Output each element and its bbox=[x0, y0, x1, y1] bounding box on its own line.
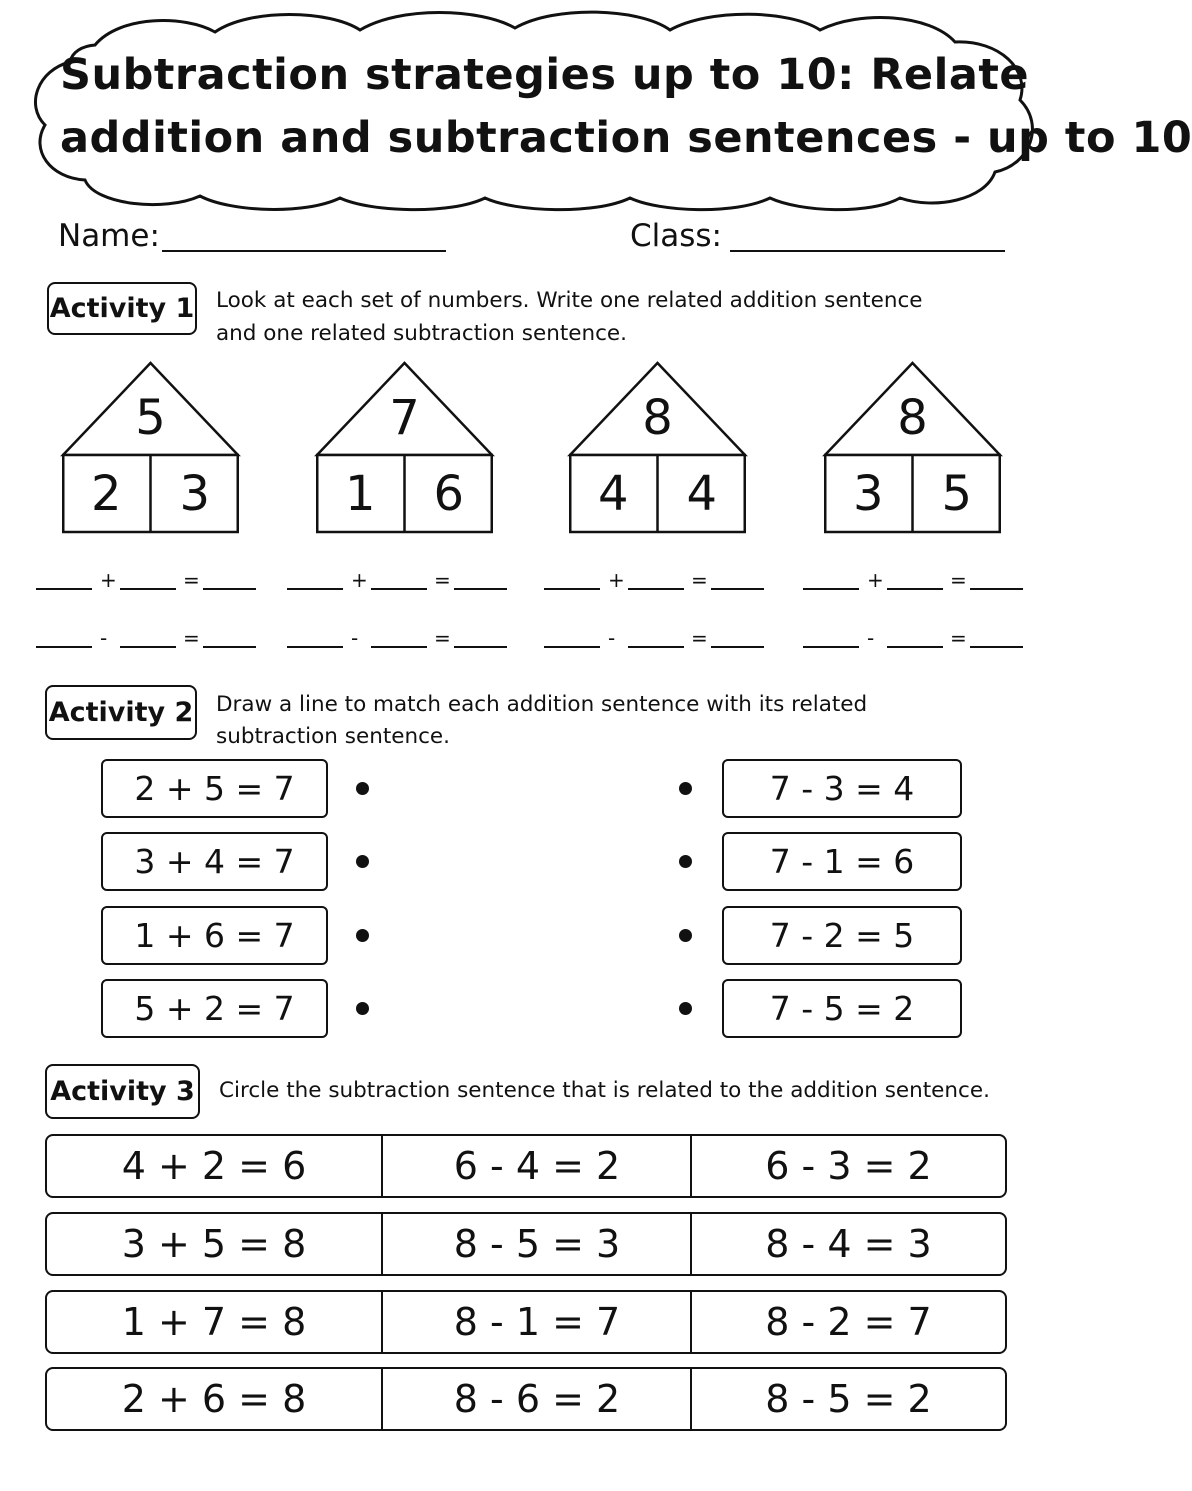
addition-operator-sign: + bbox=[100, 568, 117, 592]
subtraction-option[interactable]: 6 - 4 = 2 bbox=[453, 1144, 621, 1188]
addition-operator-sign: + bbox=[867, 568, 884, 592]
circle-question-row bbox=[45, 1367, 1007, 1431]
subtraction-answer-blank[interactable] bbox=[287, 646, 343, 648]
house-part-right: 3 bbox=[179, 466, 211, 522]
subtraction-option[interactable]: 8 - 4 = 3 bbox=[765, 1222, 932, 1266]
circle-question-row bbox=[45, 1290, 1007, 1354]
house-part-left: 1 bbox=[344, 466, 376, 522]
house-part-right: 6 bbox=[433, 466, 465, 522]
number-house bbox=[569, 362, 746, 534]
activity2-badge: Activity 2 bbox=[45, 685, 197, 740]
addition-sentence: 2 + 6 = 8 bbox=[121, 1377, 307, 1421]
addition-operator-sign: + bbox=[608, 568, 625, 592]
addition-sentence: 4 + 2 = 6 bbox=[121, 1144, 307, 1188]
subtraction-answer-blank[interactable] bbox=[120, 646, 176, 648]
addition-answer-blank[interactable] bbox=[544, 588, 600, 590]
house-part-left: 3 bbox=[852, 466, 884, 522]
worksheet-title-line1: Subtraction strategies up to 10: Relate bbox=[60, 50, 1030, 100]
subtraction-operator-sign: - bbox=[351, 626, 359, 650]
addition-answer-blank[interactable] bbox=[120, 588, 176, 590]
addition-operator-sign: + bbox=[351, 568, 368, 592]
house-part-left: 4 bbox=[597, 466, 629, 522]
worksheet-title-line2: addition and subtraction sentences - up to 10 bbox=[60, 113, 1192, 163]
subtraction-answer-blank[interactable] bbox=[454, 646, 507, 648]
subtraction-sentence-box[interactable]: 7 - 5 = 2 bbox=[722, 979, 962, 1038]
number-house bbox=[316, 362, 493, 534]
activity1-instruction-line2: and one related subtraction sentence. bbox=[216, 321, 627, 346]
subtraction-answer-blank[interactable] bbox=[36, 646, 92, 648]
subtraction-answer-blank[interactable] bbox=[203, 646, 256, 648]
subtraction-answer-blank[interactable] bbox=[628, 646, 684, 648]
house-part-right: 5 bbox=[941, 466, 973, 522]
match-dot-right[interactable] bbox=[679, 929, 692, 942]
name-field[interactable] bbox=[162, 250, 446, 252]
subtraction-operator-sign: - bbox=[608, 626, 616, 650]
addition-sentence-box[interactable]: 2 + 5 = 7 bbox=[101, 759, 328, 818]
class-label: Class: bbox=[630, 218, 723, 254]
activity1-instruction-line1: Look at each set of numbers. Write one related addition sentence bbox=[216, 288, 923, 313]
subtraction-answer-blank[interactable] bbox=[711, 646, 764, 648]
class-field[interactable] bbox=[730, 250, 1005, 252]
house-total-number: 5 bbox=[135, 390, 166, 446]
match-dot-left[interactable] bbox=[356, 1002, 369, 1015]
subtraction-answer-blank[interactable] bbox=[887, 646, 943, 648]
equals-sign: = bbox=[183, 568, 200, 592]
addition-sentence: 1 + 7 = 8 bbox=[121, 1300, 307, 1344]
subtraction-answer-blank[interactable] bbox=[544, 646, 600, 648]
match-dot-left[interactable] bbox=[356, 782, 369, 795]
subtraction-sentence-box[interactable]: 7 - 1 = 6 bbox=[722, 832, 962, 891]
equals-sign: = bbox=[434, 626, 451, 650]
addition-answer-blank[interactable] bbox=[287, 588, 343, 590]
subtraction-option[interactable]: 8 - 5 = 2 bbox=[765, 1377, 932, 1421]
addition-answer-blank[interactable] bbox=[371, 588, 427, 590]
subtraction-answer-blank[interactable] bbox=[371, 646, 427, 648]
name-label: Name: bbox=[58, 218, 160, 254]
addition-answer-blank[interactable] bbox=[803, 588, 859, 590]
match-dot-right[interactable] bbox=[679, 1002, 692, 1015]
match-dot-right[interactable] bbox=[679, 782, 692, 795]
match-dot-right[interactable] bbox=[679, 855, 692, 868]
activity2-instruction-line1: Draw a line to match each addition sentence with its related bbox=[216, 692, 868, 717]
equals-sign: = bbox=[183, 626, 200, 650]
subtraction-sentence-box[interactable]: 7 - 2 = 5 bbox=[722, 906, 962, 965]
subtraction-answer-blank[interactable] bbox=[803, 646, 859, 648]
house-part-right: 4 bbox=[686, 466, 718, 522]
addition-answer-blank[interactable] bbox=[711, 588, 764, 590]
subtraction-option[interactable]: 8 - 1 = 7 bbox=[453, 1300, 621, 1344]
house-part-left: 2 bbox=[90, 466, 122, 522]
addition-sentence-box[interactable]: 5 + 2 = 7 bbox=[101, 979, 328, 1038]
activity2-instruction-line2: subtraction sentence. bbox=[216, 724, 450, 749]
addition-sentence: 3 + 5 = 8 bbox=[121, 1222, 307, 1266]
equals-sign: = bbox=[950, 626, 967, 650]
equals-sign: = bbox=[434, 568, 451, 592]
addition-answer-blank[interactable] bbox=[454, 588, 507, 590]
addition-sentence-box[interactable]: 1 + 6 = 7 bbox=[101, 906, 328, 965]
subtraction-sentence-box[interactable]: 7 - 3 = 4 bbox=[722, 759, 962, 818]
match-dot-left[interactable] bbox=[356, 929, 369, 942]
house-total-number: 8 bbox=[897, 390, 928, 446]
equals-sign: = bbox=[691, 568, 708, 592]
house-total-number: 8 bbox=[642, 390, 673, 446]
house-total-number: 7 bbox=[389, 390, 420, 446]
addition-answer-blank[interactable] bbox=[203, 588, 256, 590]
addition-answer-blank[interactable] bbox=[628, 588, 684, 590]
subtraction-option[interactable]: 8 - 5 = 3 bbox=[453, 1222, 621, 1266]
match-dot-left[interactable] bbox=[356, 855, 369, 868]
subtraction-option[interactable]: 8 - 6 = 2 bbox=[453, 1377, 621, 1421]
circle-question-row bbox=[45, 1212, 1007, 1276]
subtraction-option[interactable]: 8 - 2 = 7 bbox=[765, 1300, 932, 1344]
addition-answer-blank[interactable] bbox=[887, 588, 943, 590]
equals-sign: = bbox=[691, 626, 708, 650]
subtraction-answer-blank[interactable] bbox=[970, 646, 1023, 648]
activity3-badge: Activity 3 bbox=[45, 1064, 200, 1119]
equals-sign: = bbox=[950, 568, 967, 592]
number-house bbox=[62, 362, 239, 534]
subtraction-option[interactable]: 6 - 3 = 2 bbox=[765, 1144, 932, 1188]
title-cloud-border bbox=[0, 0, 1192, 215]
addition-sentence-box[interactable]: 3 + 4 = 7 bbox=[101, 832, 328, 891]
activity1-badge: Activity 1 bbox=[47, 282, 197, 335]
circle-question-row bbox=[45, 1134, 1007, 1198]
addition-answer-blank[interactable] bbox=[36, 588, 92, 590]
number-house bbox=[824, 362, 1001, 534]
activity3-instruction: Circle the subtraction sentence that is related to the addition sentence. bbox=[219, 1078, 990, 1103]
addition-answer-blank[interactable] bbox=[970, 588, 1023, 590]
subtraction-operator-sign: - bbox=[867, 626, 875, 650]
subtraction-operator-sign: - bbox=[100, 626, 108, 650]
